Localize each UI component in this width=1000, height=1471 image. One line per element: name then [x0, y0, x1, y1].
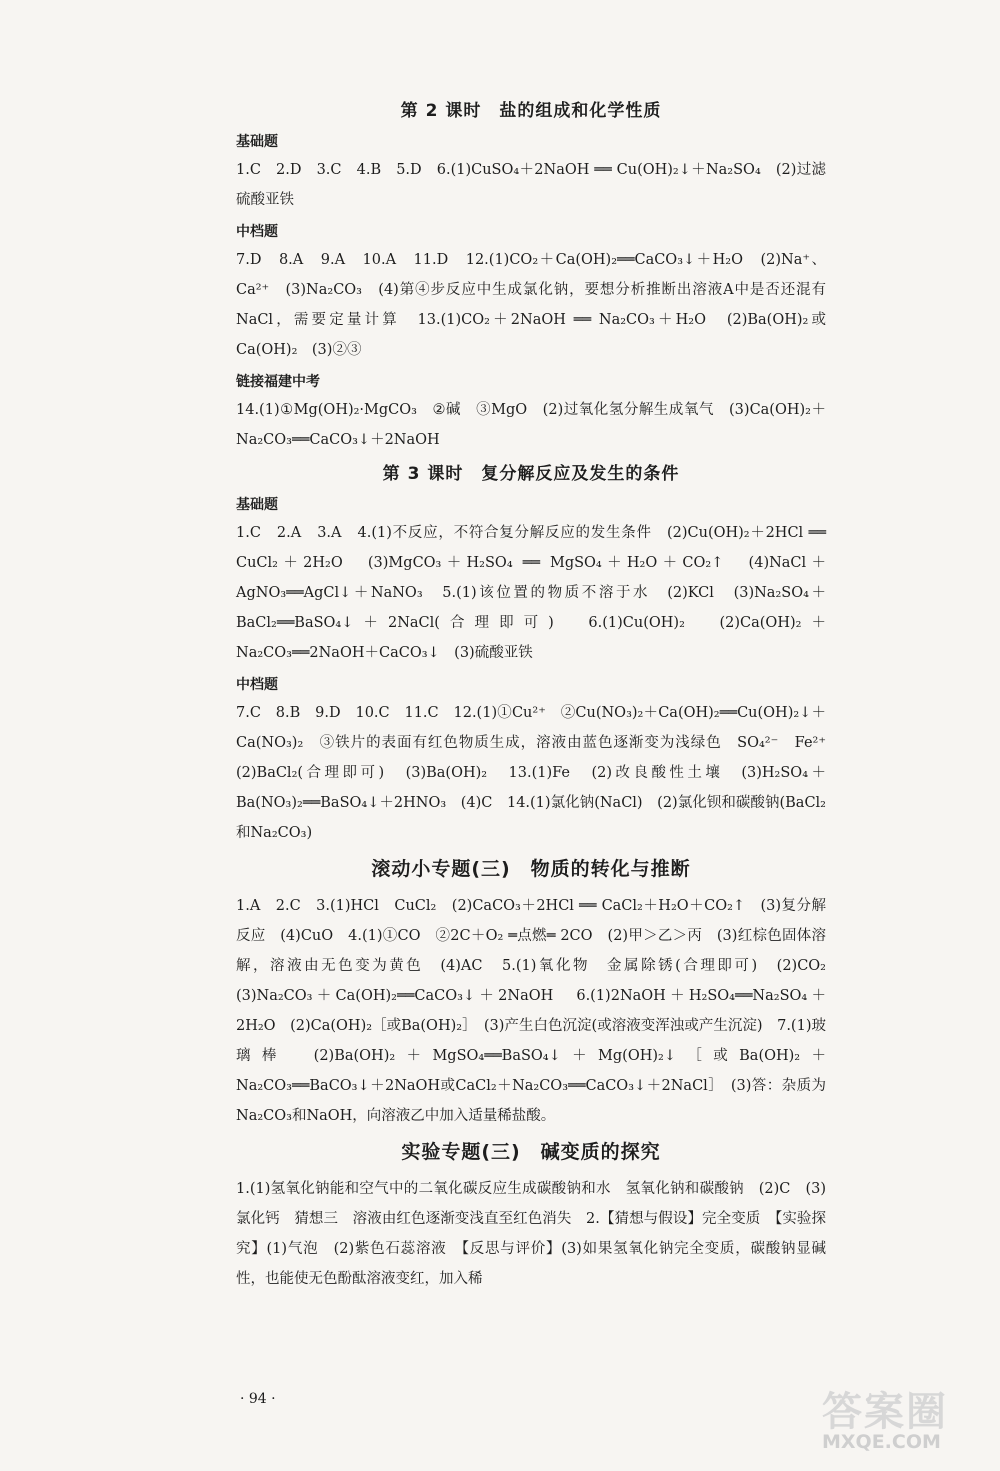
section-rolling-topic-3 [236, 854, 841, 1131]
block-heading: 链接福建中考 [236, 374, 320, 390]
watermark-url: MXQE.COM [822, 1431, 941, 1453]
answer-text: 1.C 2.D 3.C 4.B 5.D 6.(1)CuSO₄＋2NaOH ══ Cu(OH)₂↓＋Na₂SO₄ (2)过滤 硫酸亚铁 [236, 162, 841, 208]
section-experiment-topic-3 [236, 1137, 826, 1294]
answer-page [236, 92, 841, 1294]
answer-text: 1.C 2.A 3.A 4.(1)不反应，不符合复分解反应的发生条件 (2)Cu(OH)₂＋2HCl ══ CuCl₂＋2H₂O (3)MgCO₃＋H₂SO₄ ══ MgSO₄＋H₂O＋CO₂↑ (4)NaCl＋AgNO₃══AgCl↓＋NaNO₃ 5.(1)该位置的物质不溶于水 (2)KCl (3)Na₂SO₄＋BaCl₂══BaSO₄↓＋2NaCl(合理即可) 6.(1)Cu(OH)₂ (2)Ca(OH)₂＋Na₂CO₃══2NaOH＋CaCO₃↓ (3)硫酸亚铁 [236, 525, 826, 661]
answer-block [236, 371, 826, 455]
answer-block [236, 131, 841, 215]
section-lesson-2 [236, 96, 841, 455]
block-heading: 中档题 [236, 677, 278, 693]
answer-text: 7.C 8.B 9.D 10.C 11.C 12.(1)①Cu²⁺ ②Cu(NO₃)₂＋Ca(OH)₂══Cu(OH)₂↓＋Ca(NO₃)₂ ③铁片的表面有红色物质生成，溶液由蓝色逐渐变为浅绿色 SO₄²⁻ Fe²⁺ (2)BaCl₂(合理即可) (3)Ba(OH)₂ 13.(1)Fe (2)改良酸性土壤 (3)H₂SO₄＋Ba(NO₃)₂══BaSO₄↓＋2HNO₃ (4)C 14.(1)氯化钠(NaCl) (2)氯化钡和碳酸钠(BaCl₂和Na₂CO₃) [236, 705, 841, 841]
page-number: · 94 · [240, 1391, 276, 1407]
answer-block [236, 221, 826, 365]
block-heading: 基础题 [236, 497, 278, 513]
section-title: 第 2 课时 盐的组成和化学性质 [400, 101, 662, 121]
section-title: 实验专题(三) 碱变质的探究 [401, 1141, 661, 1163]
answer-text: 14.(1)①Mg(OH)₂·MgCO₃ ②碱 ③MgO (2)过氧化氢分解生成氧气 (3)Ca(OH)₂＋Na₂CO₃══CaCO₃↓＋2NaOH [236, 402, 826, 448]
section-title: 滚动小专题(三) 物质的转化与推断 [371, 858, 691, 880]
answer-block [236, 494, 826, 668]
section-title: 第 3 课时 复分解反应及发生的条件 [382, 464, 680, 484]
answer-text: 1.(1)氢氧化钠能和空气中的二氧化碳反应生成碳酸钠和水 氢氧化钠和碳酸钠 (2)C (3)氯化钙 猜想三 溶液由红色逐渐变浅直至红色消失 2.【猜想与假设】完全变质 【实验探究】(1)气泡 (2)紫色石蕊溶液 【反思与评价】(3)如果氢氧化钠完全变质，碳酸钠显碱性，也能使无色酚酞溶液变红，加入稀 [236, 1181, 826, 1287]
block-heading: 基础题 [236, 134, 278, 150]
answer-block [236, 674, 841, 848]
section-lesson-3 [236, 459, 841, 848]
block-heading: 中档题 [236, 224, 278, 240]
watermark-logo [822, 1380, 992, 1464]
watermark-mark: 答案圈 [822, 1389, 948, 1435]
answer-text: 1.A 2.C 3.(1)HCl CuCl₂ (2)CaCO₃＋2HCl ══ CaCl₂＋H₂O＋CO₂↑ (3)复分解反应 (4)CuO 4.(1)①CO ②2C＋O₂ ═点燃═ 2CO (2)甲＞乙＞丙 (3)红棕色固体溶解，溶液由无色变为黄色 (4)AC 5.(1)氧化物 金属除锈(合理即可) (2)CO₂ (3)Na₂CO₃＋Ca(OH)₂══CaCO₃↓＋2NaOH 6.(1)2NaOH＋H₂SO₄══Na₂SO₄＋2H₂O (2)Ca(OH)₂［或Ba(OH)₂］ (3)产生白色沉淀(或溶液变浑浊或产生沉淀) 7.(1)玻璃棒 (2)Ba(OH)₂＋MgSO₄══BaSO₄↓＋Mg(OH)₂↓［或Ba(OH)₂＋Na₂CO₃══BaCO₃↓＋2NaOH或CaCl₂＋Na₂CO₃══CaCO₃↓＋2NaCl］ (3)答：杂质为Na₂CO₃和NaOH，向溶液乙中加入适量稀盐酸。 [236, 898, 841, 1124]
answer-text: 7.D 8.A 9.A 10.A 11.D 12.(1)CO₂＋Ca(OH)₂══CaCO₃↓＋H₂O (2)Na⁺、Ca²⁺ (3)Na₂CO₃ (4)第④步反应中生成氯化钠，要想分析推断出溶液A中是否还混有NaCl，需要定量计算 13.(1)CO₂＋2NaOH ══ Na₂CO₃＋H₂O (2)Ba(OH)₂或Ca(OH)₂ (3)②③ [236, 252, 826, 358]
